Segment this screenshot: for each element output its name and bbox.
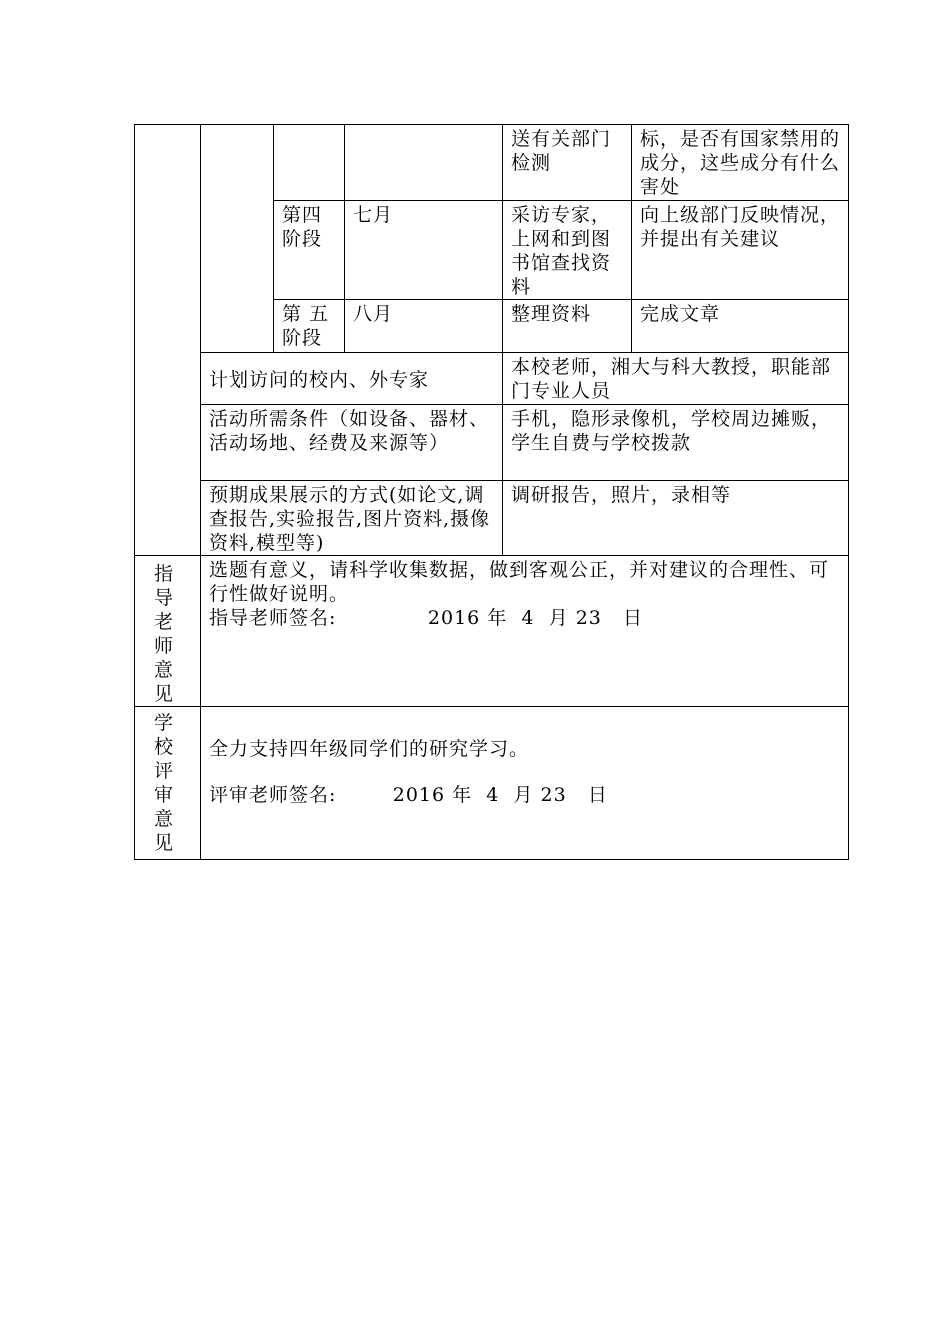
advisor-opinion-label: 指导老师意见 [135, 556, 201, 707]
advisor-signature-label: 指导老师签名: [209, 607, 337, 629]
school-opinion-cell [201, 707, 849, 860]
plan-goal-cell: 完成文章 [632, 300, 849, 353]
school-sign-month: 4 [486, 784, 500, 806]
conditions-value: 手机，隐形录像机，学校周边摊贩，学生自费与学校拨款 [503, 405, 849, 481]
plan-stage-cell: 第 五阶段 [274, 300, 345, 353]
experts-label: 计划访问的校内、外专家 [201, 353, 503, 405]
advisor-opinion-cell [201, 556, 849, 707]
conditions-label: 活动所需条件（如设备、器材、活动场地、经费及来源等） [201, 405, 503, 481]
advisor-signature-line [209, 606, 840, 630]
application-form-table [134, 124, 849, 860]
plan-goal-cell: 向上级部门反映情况，并提出有关建议 [632, 201, 849, 300]
plan-merged-cell [201, 125, 274, 353]
conditions-row [135, 405, 849, 481]
school-sign-year-unit: 年 [452, 784, 473, 806]
school-opinion-spacer [209, 761, 840, 783]
results-row [135, 481, 849, 556]
school-opinion-text: 全力支持四年级同学们的研究学习。 [209, 738, 530, 760]
advisor-opinion-text: 选题有意义，请科学收集数据，做到客观公正，并对建议的合理性、可行性做好说明。 [209, 559, 830, 605]
plan-row [135, 125, 849, 201]
school-opinion-label: 学校评审意见 [135, 707, 201, 860]
school-signature-label: 评审老师签名: [209, 784, 337, 806]
plan-method-cell: 采访专家，上网和到图书馆查找资料 [503, 201, 632, 300]
advisor-sign-month-unit: 月 [548, 607, 569, 629]
plan-stage-cell: 第四阶段 [274, 201, 345, 300]
school-opinion-row [135, 707, 849, 860]
school-sign-day: 23 [540, 784, 567, 806]
plan-method-cell: 整理资料 [503, 300, 632, 353]
school-sign-month-unit: 月 [513, 784, 534, 806]
school-sign-day-unit: 日 [587, 784, 608, 806]
plan-goal-cell: 标，是否有国家禁用的成分，这些成分有什么害处 [632, 125, 849, 201]
plan-time-cell: 七月 [345, 201, 503, 300]
advisor-sign-year-unit: 年 [487, 607, 508, 629]
experts-value: 本校老师，湘大与科大教授，职能部门专业人员 [503, 353, 849, 405]
results-value: 调研报告，照片，录相等 [503, 481, 849, 556]
school-sign-year: 2016 [392, 784, 446, 806]
plan-method-cell: 送有关部门检测 [503, 125, 632, 201]
plan-time-cell [345, 125, 503, 201]
plan-time-cell: 八月 [345, 300, 503, 353]
advisor-sign-month: 4 [521, 607, 535, 629]
advisor-opinion-row [135, 556, 849, 707]
experts-row [135, 353, 849, 405]
school-signature-line [209, 783, 840, 807]
advisor-sign-day-unit: 日 [623, 607, 644, 629]
outer-merged-cell [135, 125, 201, 556]
results-label: 预期成果展示的方式(如论文,调查报告,实验报告,图片资料,摄像资料,模型等) [201, 481, 503, 556]
plan-stage-cell [274, 125, 345, 201]
advisor-sign-day: 23 [575, 607, 602, 629]
advisor-sign-year: 2016 [427, 607, 481, 629]
